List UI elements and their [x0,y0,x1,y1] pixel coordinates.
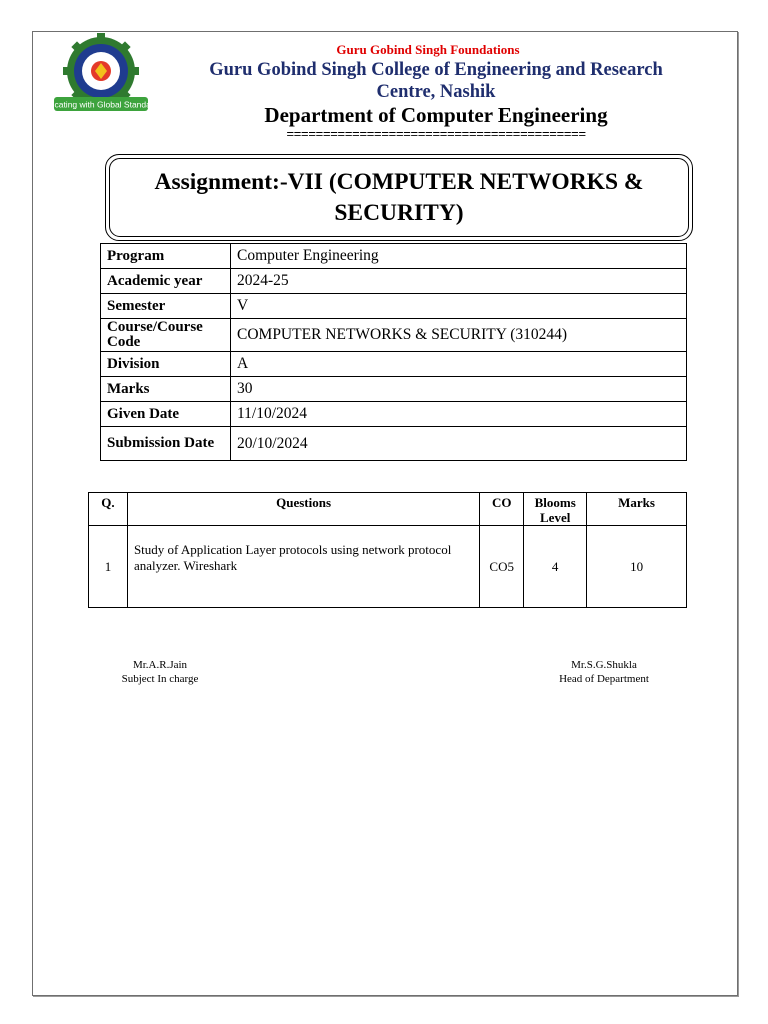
logo-banner-text: Educating with Global Standards [39,99,163,110]
info-label: Program [101,244,231,269]
question-marks: 10 [587,526,687,608]
header-marks: Marks [587,493,687,526]
info-row-submission-date [101,427,687,461]
info-label: Semester [101,294,231,319]
info-row-division [101,352,687,377]
college-logo [39,33,163,115]
info-value: V [231,294,687,319]
info-label: Submission Date [101,427,231,461]
foundation-name: Guru Gobind Singh Foundations [336,42,520,57]
assignment-title [109,158,689,237]
table-row [89,526,687,608]
info-value: Computer Engineering [231,244,687,269]
assignment-title-line2: SECURITY) [334,199,464,226]
info-row-given-date [101,402,687,427]
header-q: Q. [89,493,128,526]
header-blooms-level: Blooms Level [524,493,587,526]
assignment-title-line1: Assignment:-VII (COMPUTER NETWORKS & [154,168,644,195]
info-value: 2024-25 [231,269,687,294]
course-info-table [100,243,687,461]
questions-table [88,492,687,608]
info-row-academic-year [101,269,687,294]
header-co: CO [480,493,524,526]
info-row-semester [101,294,687,319]
signature-head-of-department [545,659,663,686]
signatory-role: Subject In charge [121,672,199,685]
info-value: 20/10/2024 [231,427,687,461]
info-value: 11/10/2024 [231,402,687,427]
header-questions: Questions [127,493,479,526]
info-value: A [231,352,687,377]
college-name-line1: Guru Gobind Singh College of Engineering and Research [209,60,663,80]
info-row-course-code [101,319,687,352]
question-co: CO5 [480,526,524,608]
signatory-name: Mr.A.R.Jain [132,659,188,671]
info-label: Academic year [101,269,231,294]
question-blooms-level: 4 [524,526,587,608]
signature-subject-in-charge [112,659,208,686]
questions-header-row [89,493,687,526]
info-label: Course/Course Code [101,319,231,352]
assignment-title-box [105,154,693,241]
college-name-line2: Centre, Nashik [376,82,496,102]
separator-line: ========================================= [286,127,586,142]
info-label: Division [101,352,231,377]
signatory-name: Mr.S.G.Shukla [571,659,637,671]
department-name: Department of Computer Engineering [264,103,608,127]
info-row-program [101,244,687,269]
college-name [172,59,700,103]
signatory-role: Head of Department [559,672,649,685]
info-label: Given Date [101,402,231,427]
question-text: Study of Application Layer protocols using network protocol analyzer. Wireshark [127,526,479,608]
info-value: COMPUTER NETWORKS & SECURITY (310244) [231,319,687,352]
question-number: 1 [89,526,128,608]
info-value: 30 [231,377,687,402]
college-logo-icon [39,33,163,115]
info-label: Marks [101,377,231,402]
info-row-marks [101,377,687,402]
